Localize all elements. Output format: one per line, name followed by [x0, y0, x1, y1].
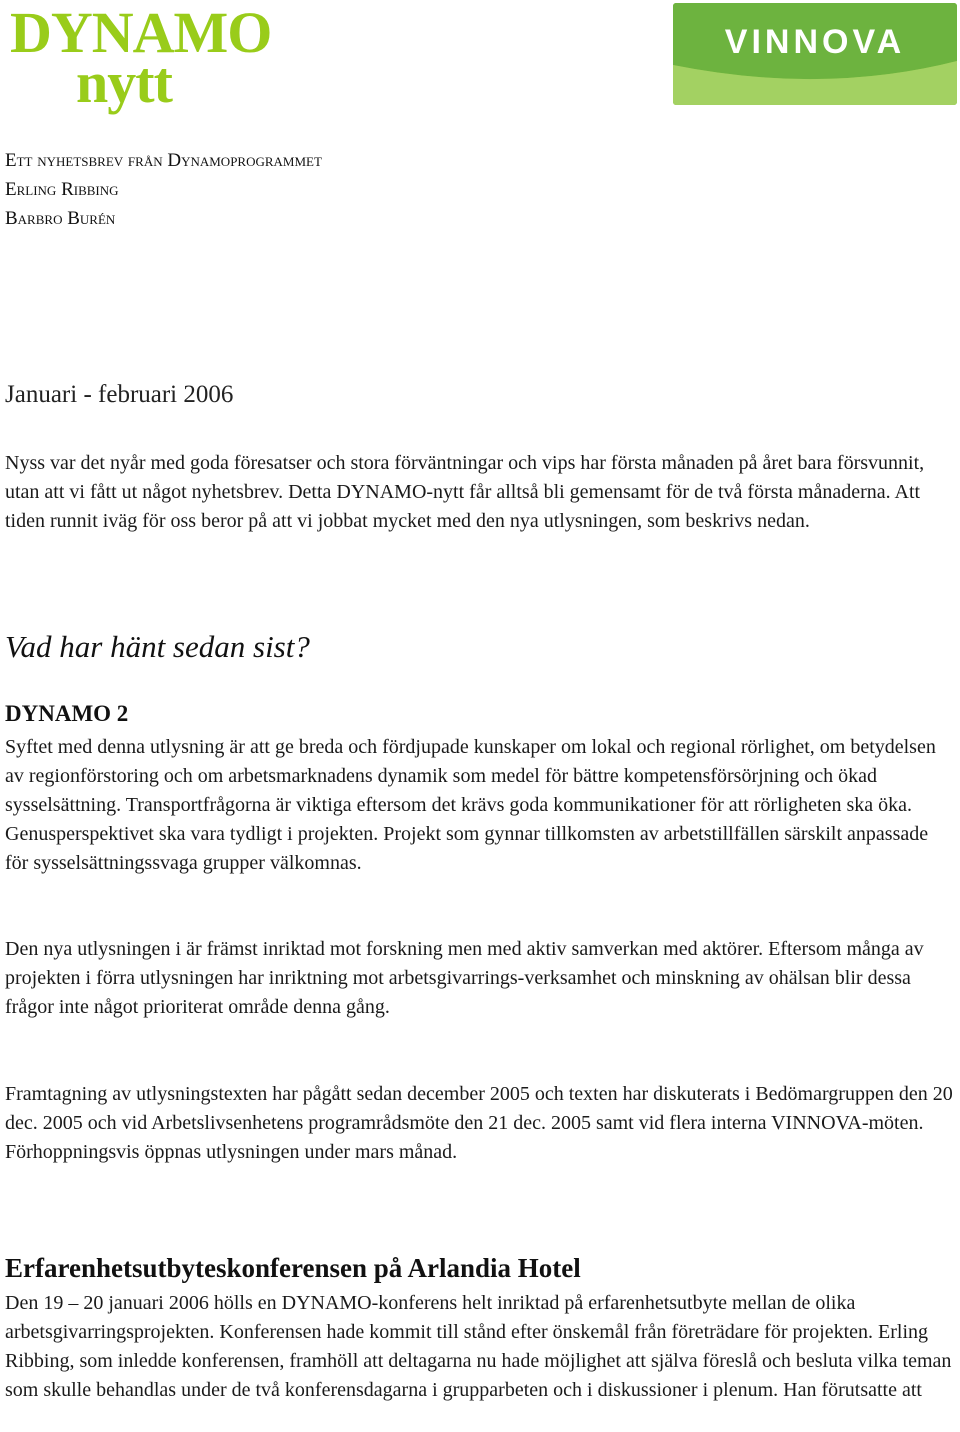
vinnova-logo-graphic — [673, 3, 957, 105]
newsletter-line: Ett nyhetsbrev från Dynamoprogrammet — [5, 150, 322, 171]
dynamo2-heading: DYNAMO 2 — [5, 701, 129, 726]
author-name: Erling Ribbing — [5, 179, 119, 200]
masthead-title-line1: DYNAMO — [10, 0, 272, 65]
section-heading: Vad har hänt sedan sist? — [5, 629, 310, 664]
conference-heading: Erfarenhetsutbyteskonferensen på Arlandia Hotel — [5, 1253, 581, 1283]
dynamo2-paragraph: Framtagning av utlysningstexten har pågått sedan december 2005 och texten har diskuterats i Bedömargruppen den 20 dec. 2005 och vid Arbetslivsenhetens programrådsmöte den 21 dec. 2005 samt vid flera interna VINNOVA-möten. Förhoppningsvis öppnas utlysningen under mars månad. — [5, 1083, 953, 1163]
masthead-title — [10, 0, 272, 115]
vinnova-logo-text: VINNOVA — [724, 23, 906, 61]
masthead-title-line2: nytt — [76, 50, 172, 115]
author-name: Barbro Burén — [5, 208, 116, 229]
dynamo2-paragraph: Den nya utlysningen i är främst inriktad mot forskning men med aktiv samverkan med aktörer. Eftersom många av projekten i förra utlysningen har inriktning mot arbetsgivarrings-verksamhet och minskning av ohälsan blir dessa frågor inte något prioriterat område denna gång. — [5, 938, 924, 1018]
dynamo2-paragraph: Syftet med denna utlysning är att ge breda och fördjupade kunskaper om lokal och regional rörlighet, om betydelsen av regionförstoring och om arbetsmarknadens dynamik som medel för bättre kompetensförsörjning och ökad sysselsättning. Transportfrågorna är viktiga eftersom det krävs goda kommunikationer för att rörligheten ska öka. Genusperspektivet ska vara tydligt i projekten. Projekt som gynnar tillkomsten av arbetstillfällen särskilt anpassade för sysselsättningssvaga grupper välkomnas. — [5, 736, 936, 874]
conference-paragraph: Den 19 – 20 januari 2006 hölls en DYNAMO-konferens helt inriktad på erfarenhetsutbyte mellan de olika arbetsgivarringsprojekten. Konferensen hade kommit till stånd efter önskemål från företrädare för projekten. Erling Ribbing, som inledde konferensen, framhöll att deltagarna nu hade möjlighet att själva föreslå och besluta vilka teman som skulle behandlas under de två konferensdagarna i grupparbeten och i diskussioner i plenum. Han förutsatte att — [5, 1292, 952, 1401]
intro-paragraph: Nyss var det nyår med goda föresatser och stora förväntningar och vips har första månaden på året bara försvunnit, utan att vi fått ut något nyhetsbrev. Detta DYNAMO-nytt får alltså bli gemensamt för de två första månaderna. Att tiden runnit iväg för oss beror på att vi jobbat mycket med den nya utlysningen, som beskrivs nedan. — [5, 452, 925, 532]
vinnova-logo — [673, 3, 957, 105]
issue-date: Januari - februari 2006 — [5, 381, 234, 408]
newsletter-meta — [5, 146, 322, 233]
